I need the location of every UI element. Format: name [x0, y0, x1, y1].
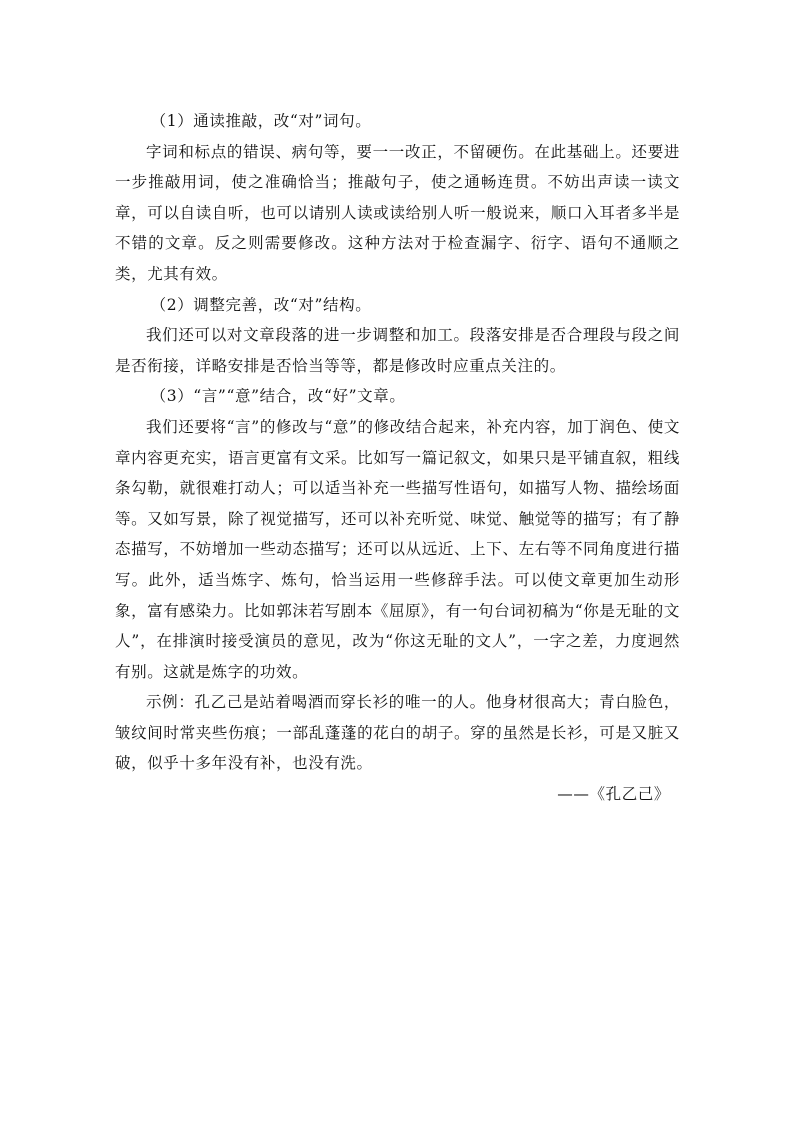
example-paragraph: 示例：孔乙己是站着喝酒而穿长衫的唯一的人。他身材很高大；青白脸色，皱纹间时常夹些伤痕；一部乱蓬蓬的花白的胡子。穿的虽然是长衫，可是又脏又破，似乎十多年没有补，也没有洗。 — [115, 693, 680, 773]
paragraph-structure: 我们还可以对文章段落的进一步调整和加工。段落安排是否合理段与段之间是否衔接，详略安排是否恰当等等，都是修改时应重点关注的。 — [115, 326, 680, 375]
document-body — [115, 106, 680, 810]
section-heading-3: （3）“言”“意”结合，改“好”文章。 — [150, 387, 406, 406]
section-heading-2: （2）调整完善，改“对”结构。 — [150, 295, 372, 314]
section-heading-1: （1）通读推敲，改“对”词句。 — [150, 112, 372, 130]
example-source: ——《孔乙己》 — [557, 785, 670, 804]
paragraph-language-meaning: 我们还要将“言”的修改与“意”的修改结合起来，补充内容，加丁润色、使文章内容更充实，语言更富有文采。比如写一篇记叙文，如果只是平铺直叙，粗线条勾勒，就很难打动人；可以适当补充一些描写性语句，如描写人物、描绘场面等。又如写景，除了视觉描写，还可以补充听觉、味觉、触觉等的描写；有了静态描写，不妨增加一些动态描写；还可以从远近、上下、左右等不同角度进行描写。此外，适当炼字、炼句，恰当运用一些修辞手法。可以使文章更加生动形象，富有感染力。比如郭沫若写剧本《屈原》，有一句台词初稿为“你是无耻的文人”，在排演时接受演员的意见，改为“你这无耻的文人”，一字之差，力度迥然有别。这就是炼字的功效。 — [115, 417, 680, 681]
paragraph-proofreading: 字词和标点的错误、病句等，要一一改正，不留硬伤。在此基础上。还要进一步推敲用词，使之准确恰当；推敲句子，使之通畅连贯。不妨出声读一读文章，可以自读自听，也可以请别人读或读给别人听一般说来，顺口入耳者多半是不错的文章。反之则需要修改。这种方法对于检查漏字、衍字、语句不通顺之类，尤其有效。 — [115, 142, 680, 283]
